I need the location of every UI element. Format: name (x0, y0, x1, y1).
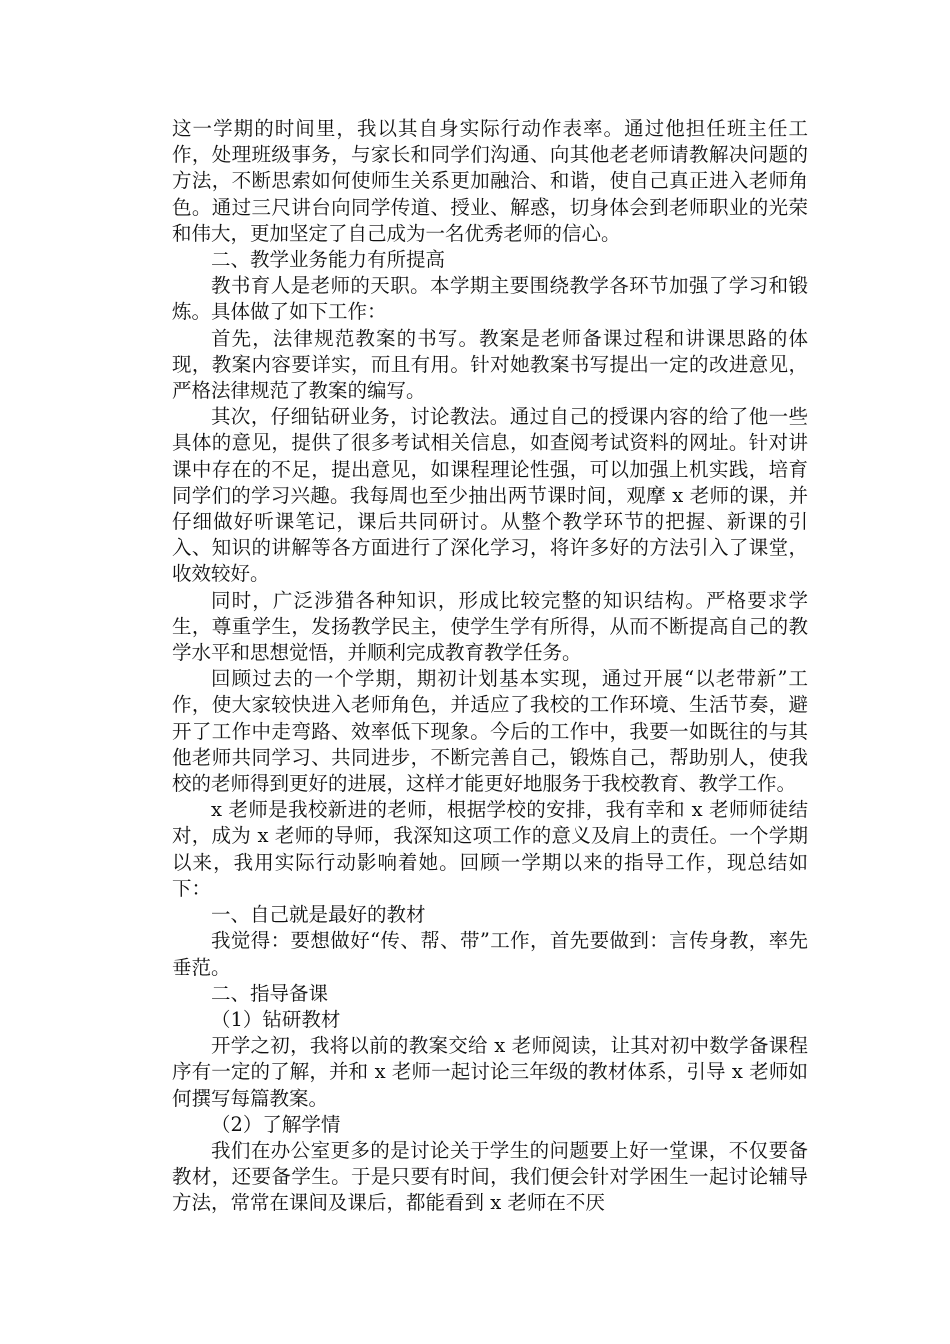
section-heading: 二、教学业务能力有所提高 (211, 248, 446, 272)
paragraph: x 老师是我校新进的老师，根据学校的安排，我有幸和 x 老师师徒结对，成为 x 老师的导师，我深知这项工作的意义及肩上的责任。一个学期以来，我用实际行动影响着她。回顾一学期以来的指导工作，现总结如下： (172, 798, 808, 900)
paragraph: 开学之初，我将以前的教案交给 x 老师阅读，让其对初中数学备课程序有一定的了解，并和 x 老师一起讨论三年级的教材体系，引导 x 老师如何撰写每篇教案。 (172, 1034, 808, 1110)
document-body (172, 116, 808, 1217)
section-heading: 二、指导备课 (211, 981, 329, 1005)
section-heading: 一、自己就是最好的教材 (211, 903, 426, 927)
paragraph: 教书育人是老师的天职。本学期主要围绕教学各环节加强了学习和锻炼。具体做了如下工作： (172, 274, 808, 324)
subsection-heading: （2）了解学情 (211, 1112, 341, 1136)
paragraph: 首先，法律规范教案的书写。教案是老师备课过程和讲课思路的体现，教案内容要详实，而且有用。针对她教案书写提出一定的改进意见，严格法律规范了教案的编写。 (172, 326, 808, 403)
paragraph: 回顾过去的一个学期，期初计划基本实现，通过开展“以老带新”工作，使大家较快进入老师角色，并适应了我校的工作环境、生活节奏，避开了工作中走弯路、效率低下现象。今后的工作中，我要一如既往的与其他老师共同学习、共同进步，不断完善自己，锻炼自己，帮助别人，使我校的老师得到更好的进展，这样才能更好地服务于我校教育、教学工作。 (172, 667, 808, 796)
paragraph: 我们在办公室更多的是讨论关于学生的问题要上好一堂课，不仅要备教材，还要备学生。于是只要有时间，我们便会针对学困生一起讨论辅导方法，常常在课间及课后，都能看到 x 老师在不厌 (172, 1138, 808, 1215)
subsection-heading: （1）钻研教材 (211, 1007, 341, 1031)
paragraph: 同时，广泛涉猎各种知识，形成比较完整的知识结构。严格要求学生，尊重学生，发扬教学民主，使学生学有所得，从而不断提高自己的教学水平和思想觉悟，并顺利完成教育教学任务。 (172, 588, 808, 665)
paragraph: 其次，仔细钻研业务，讨论教法。通过自己的授课内容的给了他一些具体的意见，提供了很多考试相关信息，如查阅考试资料的网址。针对讲课中存在的不足，提出意见，如课程理论性强，可以加强上机实践，培育同学们的学习兴趣。我每周也至少抽出两节课时间，观摩 x 老师的课，并仔细做好听课笔记，课后共同研讨。从整个教学环节的把握、新课的引入、知识的讲解等各方面进行了深化学习，将许多好的方法引入了课堂，收效较好。 (172, 405, 808, 586)
paragraph: 我觉得：要想做好“传、帮、带”工作，首先要做到：言传身教，率先垂范。 (172, 929, 808, 979)
paragraph: 这一学期的时间里，我以其自身实际行动作表率。通过他担任班主任工作，处理班级事务，与家长和同学们沟通、向其他老老师请教解决问题的方法，不断思索如何使师生关系更加融洽、和谐，使自己真正进入老师角色。通过三尺讲台向同学传道、授业、解惑，切身体会到老师职业的光荣和伟大，更加坚定了自己成为一名优秀老师的信心。 (172, 117, 808, 245)
